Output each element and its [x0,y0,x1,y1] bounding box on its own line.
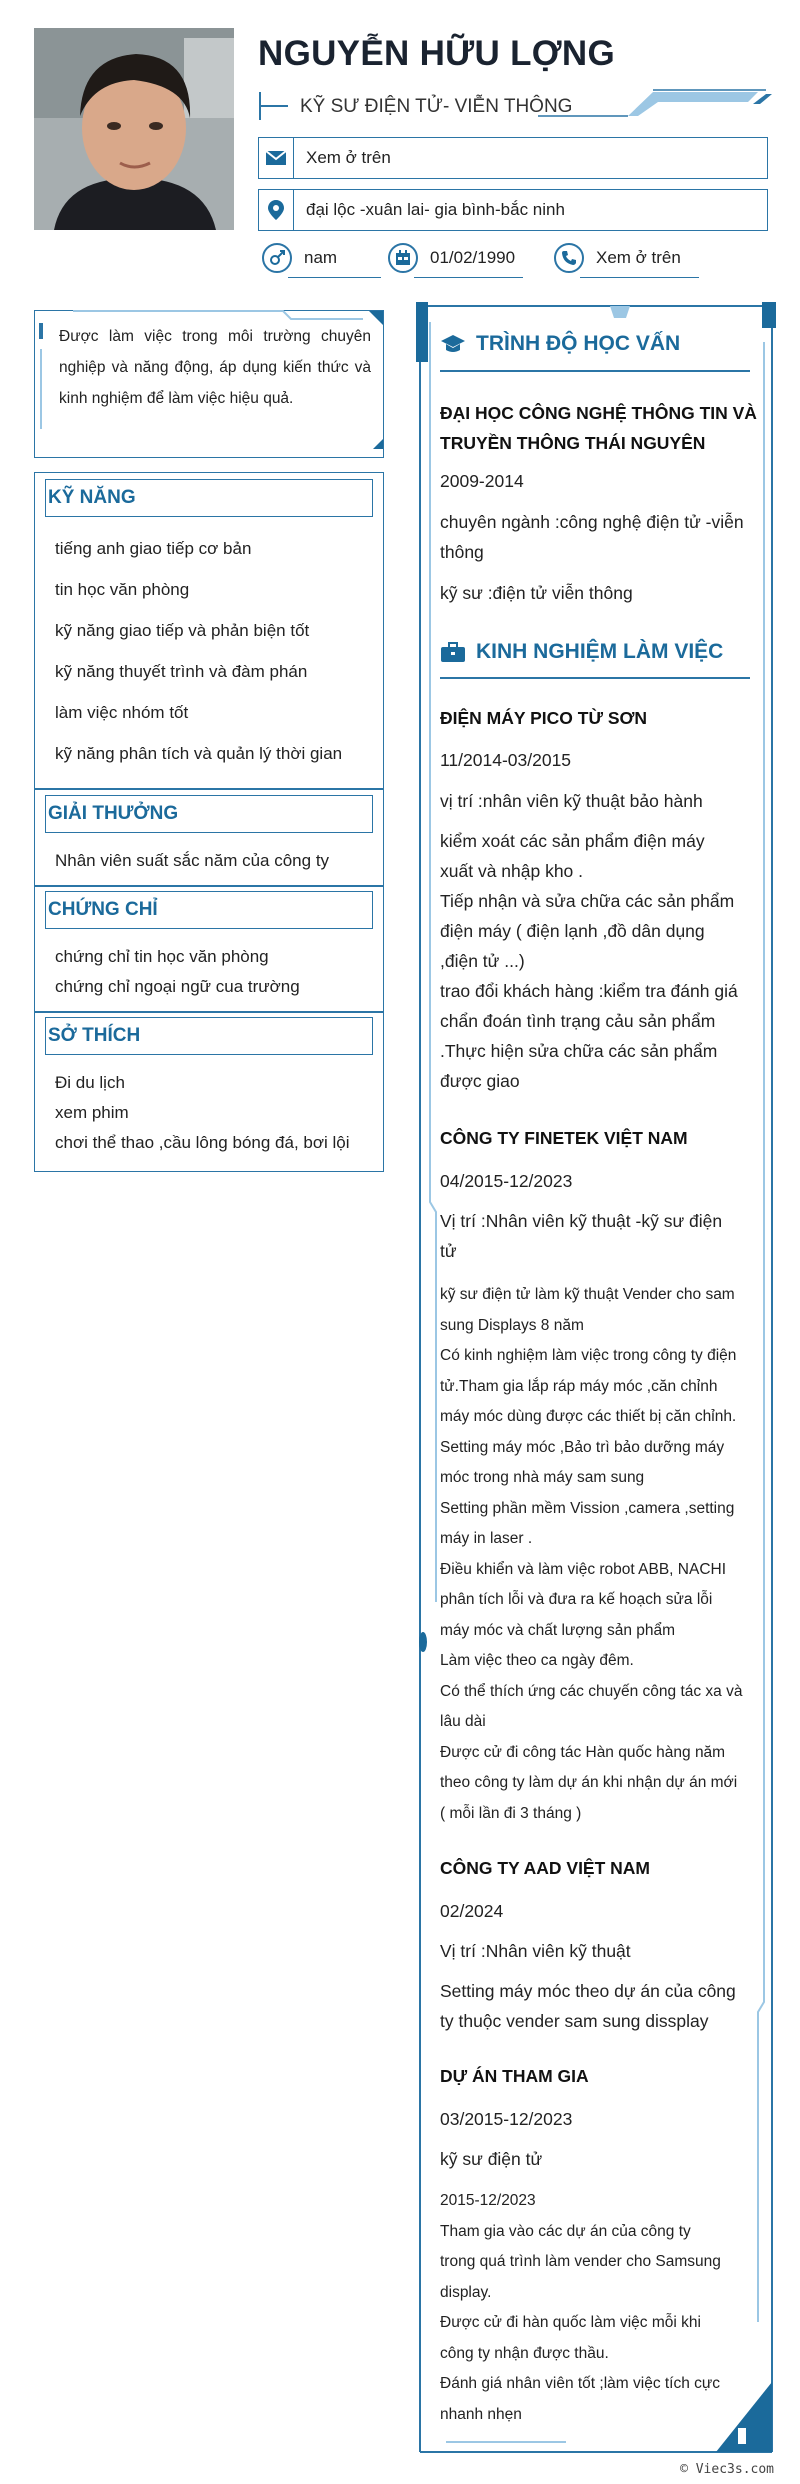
list-item: chứng chỉ ngoại ngữ cua trường [55,977,300,996]
list-item: kỹ năng giao tiếp và phản biện tốt [55,621,310,640]
phone-value: Xem ở trên [596,248,681,267]
list-item: chơi thể thao ,cầu lông bóng đá, bơi lội [55,1133,350,1152]
list-item: chứng chỉ tin học văn phòng [55,947,269,966]
briefcase-icon [440,641,466,663]
envelope-icon [259,138,294,178]
birthday-item [388,240,515,276]
email-row [258,137,768,179]
experience-heading-row [440,640,723,664]
job-period: 04/2015-12/2023 [440,1171,573,1191]
education-major: chuyên ngành :công nghệ điện tử -viễn thông [440,512,744,562]
skills-section [34,472,384,790]
job-period: 11/2014-03/2015 [440,750,572,770]
watermark: © Viec3s.com [680,2462,774,2477]
list-item: xem phim [55,1103,129,1122]
education-heading-row [440,332,680,356]
experience-heading: KINH NGHIỆM LÀM VIỆC [476,640,724,663]
gender-value: nam [304,248,338,267]
gender-item [262,240,337,276]
gender-icon [262,243,292,273]
phone-icon [554,243,584,273]
education-degree: kỹ sư :điện tử viễn thông [440,583,633,603]
phone-item [554,240,681,276]
summary-text: Được làm việc trong môi trường chuyên nghiệp và năng động, áp dụng kiến thức và kinh nghiệm để làm việc hiệu quả. [59,328,371,407]
job-position: Vị trí :Nhân viên kỹ thuật -kỹ sư điện tử [440,1211,723,1261]
education-heading: TRÌNH ĐỘ HỌC VẤN [476,332,681,355]
job-company: CÔNG TY AAD VIỆT NAM [440,1858,651,1878]
job-period: 02/2024 [440,1901,504,1921]
hobbies-section [34,1012,384,1172]
email-value: Xem ở trên [306,148,391,167]
project-description: 2015-12/2023 Tham gia vào các dự án của công ty trong quá trình làm vender cho Samsung display. Được cử đi hàn quốc làm việc mỗi khi công ty nhận được thầu. Đánh giá nhân viên tốt ;làm việc tích cực nhanh nhẹn [440,2192,721,2423]
awards-section [34,788,384,886]
certificates-section [34,886,384,1012]
projects-heading: DỰ ÁN THAM GIA [440,2066,589,2086]
address-value: đại lộc -xuân lai- gia bình-bắc ninh [306,200,565,219]
job-description: vị trí :nhân viên kỹ thuật bảo hành kiểm xoát các sản phẩm điện máy xuất và nhập kho . Tiếp nhận và sửa chữa các sản phẩm điện máy ( điện lạnh ,đồ dân dụng ,điện tử ...) trao đổi khách hàng :kiểm tra đánh giá chẩn đoán tình trạng cảu sản phẩm .Thực hiện sửa chữa các sản phẩm được giao [440,791,738,1091]
list-item: tin học văn phòng [55,580,190,599]
job-title: KỸ SƯ ĐIỆN TỬ- VIỄN THÔNG [300,96,573,117]
location-pin-icon [259,190,294,230]
profile-photo [34,28,234,230]
job-description: kỹ sư điện tử làm kỹ thuật Vender cho sam sung Displays 8 năm Có kinh nghiệm làm việc trong công ty điện tử.Tham gia lắp ráp máy móc ,căn chỉnh máy móc dùng được các thiết bị căn chỉnh. Setting máy móc ,Bảo trì bảo dưỡng máy móc trong nhà máy sam sung Setting phần mềm Vission ,camera ,setting máy in laser . Điều khiển và làm việc robot ABB, NACHI phân tích lỗi và đưa ra kế hoạch sửa lỗi máy móc và chất lượng sản phẩm Làm việc theo ca ngày đêm. Có thể thích ứng các chuyến công tác xa và lâu dài Được cử đi công tác Hàn quốc hàng năm theo công ty làm dự án khi nhận dự án mới ( mỗi lần đi 3 tháng ) [440,1286,743,1822]
candidate-name: NGUYỄN HỮU LỢNG [258,34,616,73]
project-role: kỹ sư điện tử [440,2149,543,2169]
calendar-icon [388,243,418,273]
birthday-value: 01/02/1990 [430,248,516,267]
education-divider [440,370,750,372]
list-item: Nhân viên suất sắc năm của công ty [55,851,330,870]
experience-divider [440,677,750,679]
hobbies-heading: SỞ THÍCH [45,1017,373,1055]
skills-heading: KỸ NĂNG [45,479,373,517]
list-item: kỹ năng phân tích và quản lý thời gian [55,744,343,763]
education-period: 2009-2014 [440,471,524,491]
list-item: kỹ năng thuyết trình và đàm phán [55,662,308,681]
list-item: làm việc nhóm tốt [55,703,189,722]
graduation-cap-icon [440,333,466,355]
address-row [258,189,768,231]
job-company: CÔNG TY FINETEK VIỆT NAM [440,1128,688,1148]
list-item: Đi du lịch [55,1073,125,1092]
project-period: 03/2015-12/2023 [440,2109,573,2129]
certificates-heading: CHỨNG CHỈ [45,891,373,929]
job-company: ĐIỆN MÁY PICO TỪ SƠN [440,708,648,728]
list-item: tiếng anh giao tiếp cơ bản [55,539,252,558]
summary-box [34,310,384,458]
school-name: ĐẠI HỌC CÔNG NGHỆ THÔNG TIN VÀ TRUYỀN THÔNG THÁI NGUYÊN [440,403,757,453]
awards-heading: GIẢI THƯỞNG [45,795,373,833]
job-description: Vị trí :Nhân viên kỹ thuật Setting máy móc theo dự án của công ty thuộc vender sam sung dissplay [440,1941,736,2031]
